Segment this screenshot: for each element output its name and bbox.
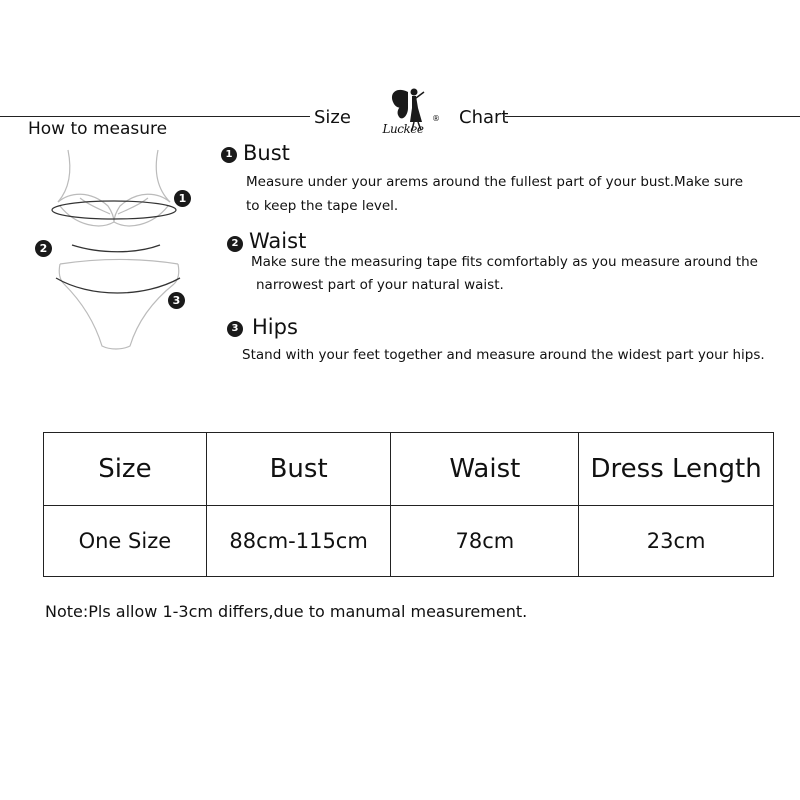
waist-number-badge: 2 [227,236,243,252]
diagram-marker-2: 2 [35,240,52,257]
bra-outline-icon [58,150,170,226]
brand-logo [374,86,438,144]
header-size: Size [44,433,207,506]
header-rule-left [0,116,310,117]
bust-number-badge: 1 [221,147,237,163]
bust-heading: Bust [243,141,290,165]
bust-instruction-line-1: Measure under your arems around the fullest part of your bust.Make sure [246,174,744,190]
cell-size: One Size [44,506,207,577]
table-row [44,506,774,577]
logo-text: Luckee [382,122,424,136]
registered-mark: ® [432,114,440,123]
chart-title-size: Size [314,107,351,128]
diagram-marker-1: 1 [174,190,191,207]
waist-instruction-line-2: narrowest part of your natural waist. [256,277,504,293]
diagram-marker-3: 3 [168,292,185,309]
header-bust: Bust [206,433,391,506]
measurement-note: Note:Pls allow 1-3cm differs,due to manumal measurement. [45,602,528,621]
chart-title-chart: Chart [459,107,509,128]
hips-instruction-line-1: Stand with your feet together and measure around the widest part your hips. [242,347,765,363]
hips-tape-line [56,278,180,293]
how-to-measure-label: How to measure [28,119,168,139]
bust-tape-line [52,201,176,219]
hips-heading: Hips [252,315,298,339]
bust-instruction-line-2: to keep the tape level. [246,198,399,214]
header-rule-right [505,116,800,117]
bikini-diagram [20,140,200,380]
waist-instruction-line-1: Make sure the measuring tape fits comfortably as you measure around the [251,254,758,270]
bottoms-outline-icon [59,260,179,350]
cell-waist: 78cm [391,506,579,577]
table-header-row [44,433,774,506]
waist-tape-line [72,245,160,252]
header-waist: Waist [391,433,579,506]
header-dress-length: Dress Length [579,433,774,506]
cell-bust: 88cm-115cm [206,506,391,577]
size-table [43,432,774,577]
hips-number-badge: 3 [227,321,243,337]
waist-heading: Waist [249,229,307,253]
cell-dress-length: 23cm [579,506,774,577]
